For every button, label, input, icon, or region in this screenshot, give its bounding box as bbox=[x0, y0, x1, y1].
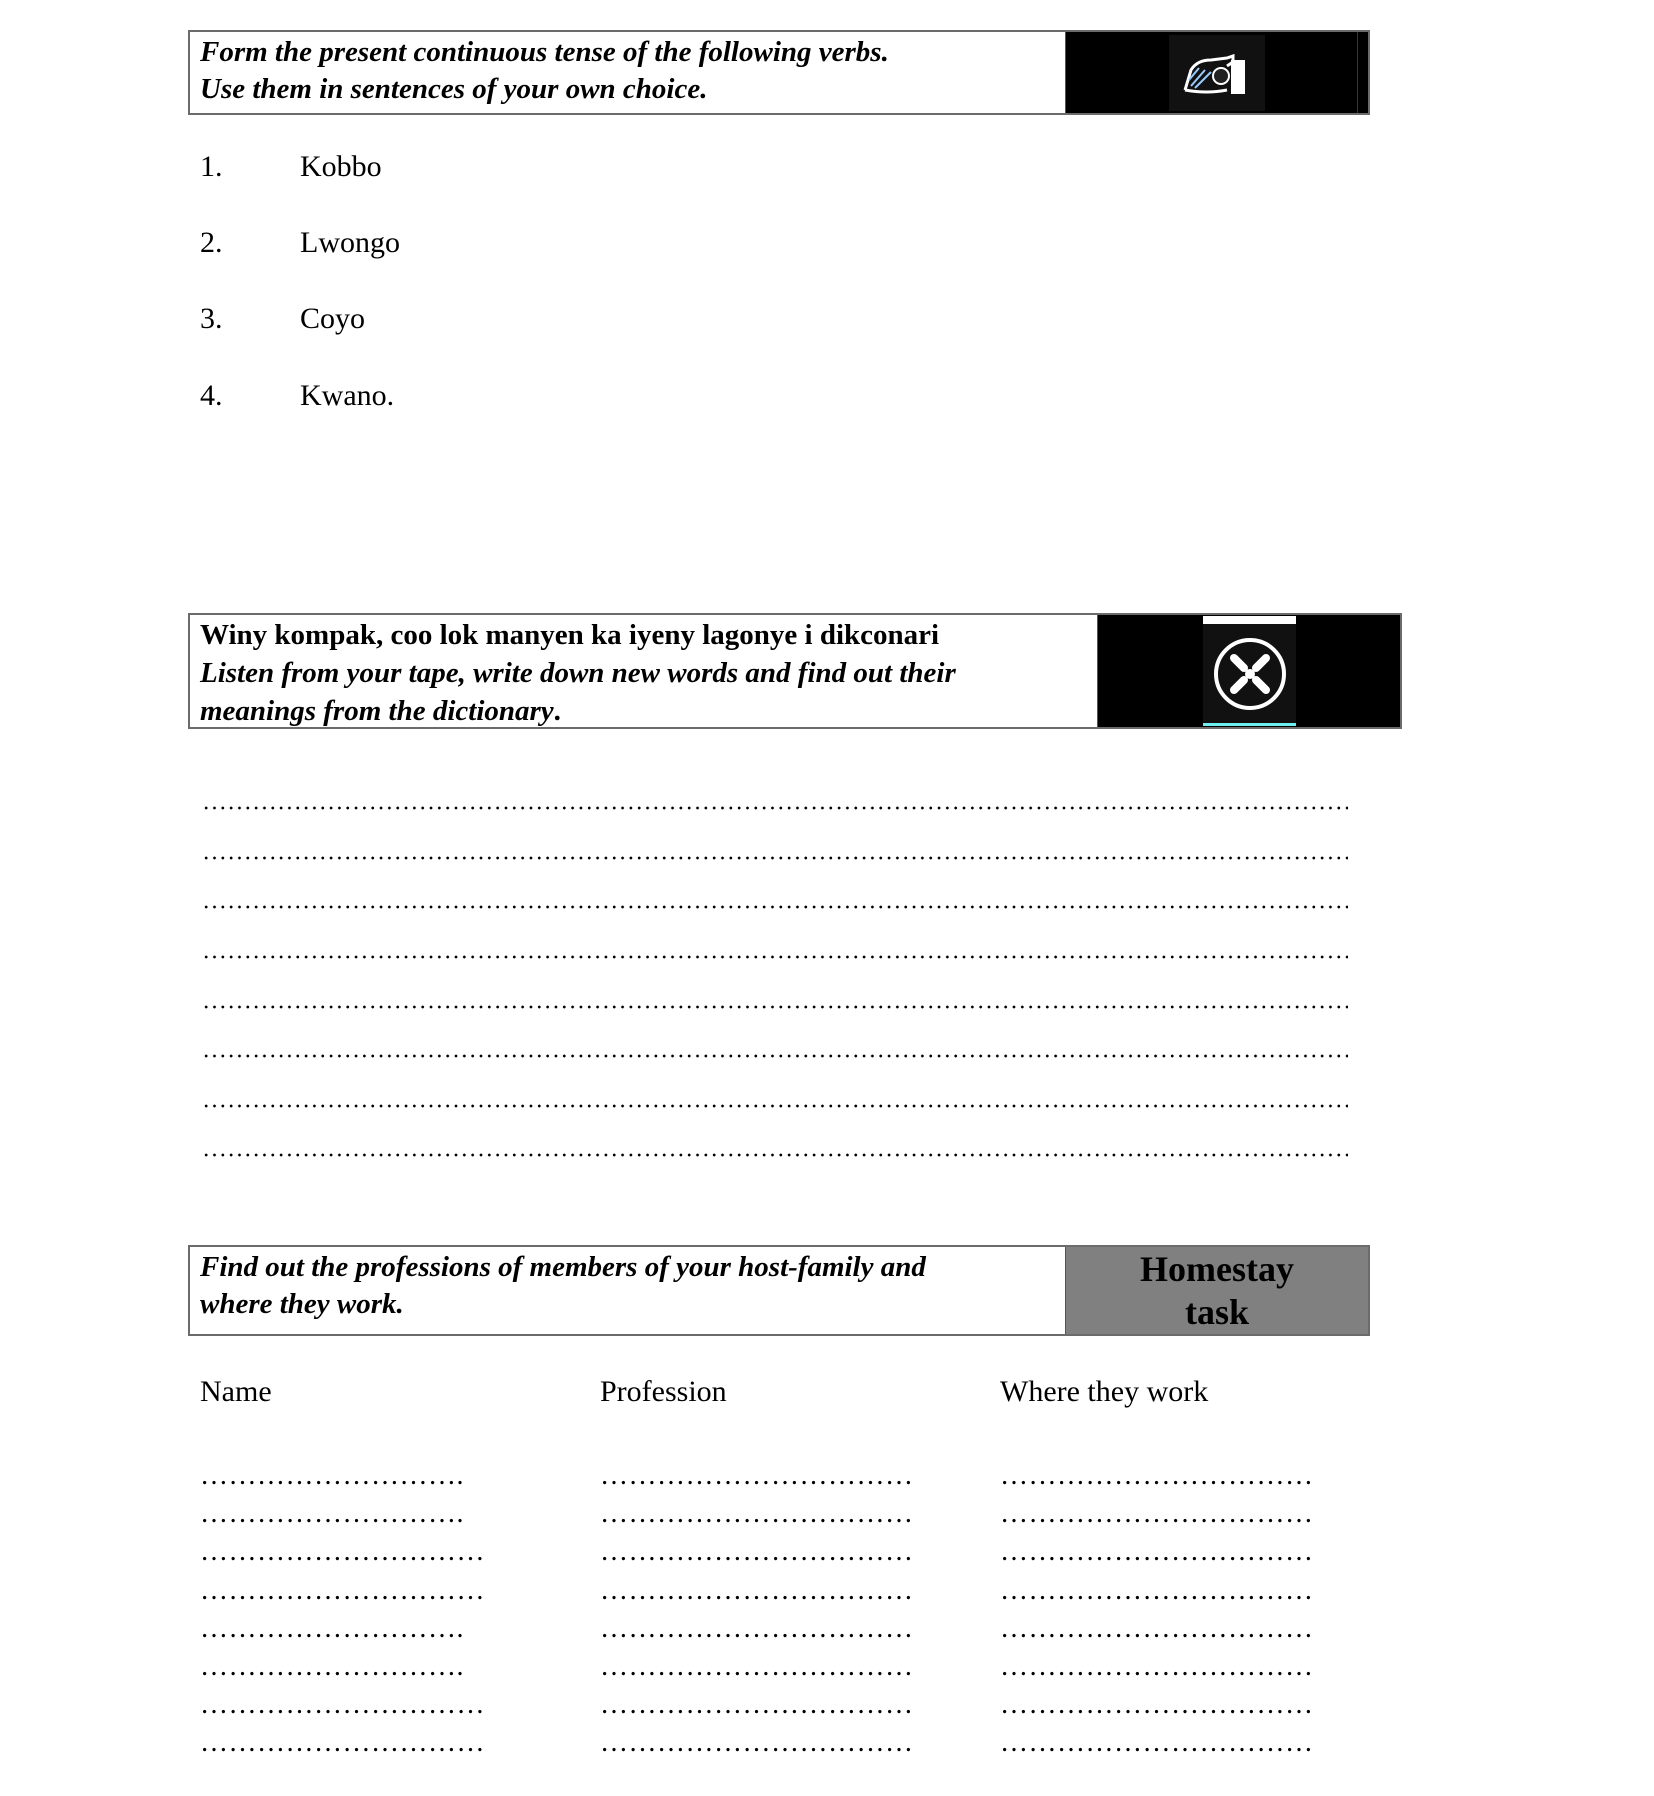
where-cell[interactable]: …………………………… bbox=[1000, 1536, 1314, 1568]
profession-cell[interactable]: …………………………… bbox=[600, 1498, 914, 1530]
instruction-line: where they work. bbox=[200, 1288, 404, 1320]
verb: Coyo bbox=[300, 302, 366, 335]
exercise1-icon-panel bbox=[1065, 32, 1368, 113]
profession-cell[interactable]: …………………………… bbox=[600, 1689, 914, 1721]
name-cell[interactable]: ………………………. bbox=[200, 1651, 464, 1682]
list-number: 4. bbox=[200, 379, 223, 412]
list-number: 3. bbox=[200, 302, 223, 335]
list-number: 2. bbox=[200, 226, 223, 259]
exercise2-instruction-box bbox=[188, 613, 1402, 729]
verb: Kobbo bbox=[300, 150, 382, 183]
instruction-line: Use them in sentences of your own choice. bbox=[200, 73, 708, 105]
profession-cell[interactable]: …………………………… bbox=[600, 1727, 914, 1759]
exercise2-icon-panel bbox=[1097, 615, 1400, 727]
badge-line: task bbox=[1184, 1291, 1250, 1332]
answer-line[interactable] bbox=[202, 1005, 1348, 1009]
where-cell[interactable]: …………………………… bbox=[1000, 1612, 1314, 1644]
instruction-line: meanings from the dictionary bbox=[200, 695, 554, 727]
where-cell[interactable]: …………………………… bbox=[1000, 1727, 1314, 1759]
verb: Kwano. bbox=[300, 379, 395, 412]
where-cell[interactable]: …………………………… bbox=[1000, 1689, 1314, 1721]
header-name: Name bbox=[200, 1375, 272, 1408]
answer-line[interactable] bbox=[202, 1104, 1348, 1108]
answer-line[interactable] bbox=[202, 1153, 1348, 1157]
answer-line[interactable] bbox=[202, 806, 1348, 810]
where-cell[interactable]: …………………………… bbox=[1000, 1651, 1314, 1682]
exercise3-instruction-box bbox=[188, 1245, 1370, 1336]
name-cell[interactable]: ………………………. bbox=[200, 1612, 464, 1644]
acholi-instruction: Winy kompak, coo lok manyen ka iyeny lagonye i dikconari bbox=[200, 619, 940, 651]
where-cell[interactable]: …………………………… bbox=[1000, 1460, 1314, 1491]
name-cell[interactable]: ………………………. bbox=[200, 1498, 464, 1530]
name-cell[interactable]: ………………………… bbox=[200, 1574, 485, 1606]
profession-cell[interactable]: …………………………… bbox=[600, 1574, 914, 1606]
writing-hand-icon bbox=[1169, 35, 1265, 111]
homestay-task-badge bbox=[1065, 1247, 1368, 1334]
header-where-they-work: Where they work bbox=[1000, 1375, 1209, 1408]
exercise1-instruction-box bbox=[188, 30, 1370, 115]
list-number: 1. bbox=[200, 150, 223, 183]
name-cell[interactable]: ………………………… bbox=[200, 1689, 485, 1721]
name-cell[interactable]: ………………………… bbox=[200, 1727, 485, 1759]
exercise1-instruction bbox=[190, 32, 1065, 113]
header-profession: Profession bbox=[600, 1375, 727, 1408]
where-cell[interactable]: …………………………… bbox=[1000, 1498, 1314, 1530]
answer-line[interactable] bbox=[202, 856, 1348, 860]
badge-line: Homestay bbox=[1140, 1248, 1294, 1289]
where-cell[interactable]: …………………………… bbox=[1000, 1574, 1314, 1606]
exercise2-instruction bbox=[190, 615, 1097, 727]
profession-cell[interactable]: …………………………… bbox=[600, 1460, 914, 1491]
instruction-line: Listen from your tape, write down new words and find out their bbox=[200, 657, 956, 689]
verb: Lwongo bbox=[300, 226, 400, 259]
profession-cell[interactable]: …………………………… bbox=[600, 1612, 914, 1644]
profession-cell[interactable]: …………………………… bbox=[600, 1536, 914, 1568]
instruction-line: Find out the professions of members of your host-family and bbox=[200, 1251, 926, 1283]
instruction-line-last bbox=[200, 692, 1087, 730]
instruction-line: Form the present continuous tense of the following verbs. bbox=[200, 36, 889, 68]
tape-reel-icon bbox=[1203, 616, 1296, 726]
name-cell[interactable]: ………………………… bbox=[200, 1536, 485, 1568]
answer-line[interactable] bbox=[202, 905, 1348, 909]
panel-rule bbox=[1357, 32, 1358, 113]
exercise3-instruction bbox=[190, 1247, 1065, 1334]
answer-line[interactable] bbox=[202, 955, 1348, 959]
answer-line[interactable] bbox=[202, 1054, 1348, 1058]
profession-cell[interactable]: …………………………… bbox=[600, 1651, 914, 1682]
name-cell[interactable]: ………………………. bbox=[200, 1460, 464, 1491]
instruction-period: . bbox=[553, 695, 561, 727]
